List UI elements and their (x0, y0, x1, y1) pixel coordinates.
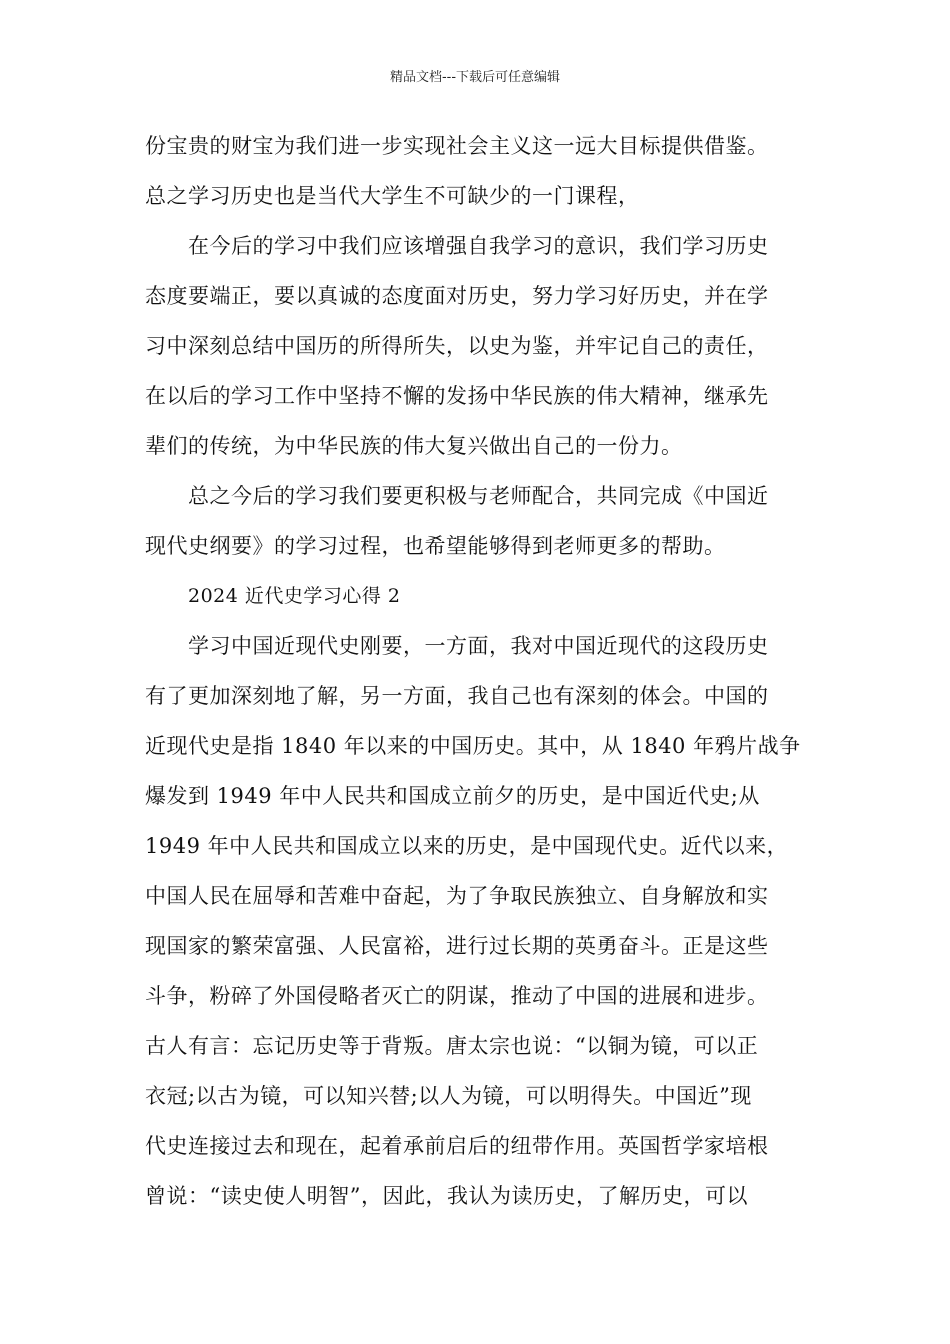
text-line: 习中深刻总结中国历的所得所失，以史为鉴，并牢记自己的责任， (145, 334, 769, 358)
text-line: 份宝贵的财宝为我们进一步实现社会主义这一远大目标提供借鉴。 (145, 134, 769, 158)
page-header: 精品文档---下载后可任意编辑 (389, 70, 561, 85)
section-heading: 2024 近代史学习心得 2 (188, 585, 401, 607)
text-line: 近现代史是指 1840 年以来的中国历史。其中，从 1840 年鸦片战争 (145, 734, 801, 758)
paragraph-start-line: 学习中国近现代史刚要，一方面，我对中国近现代的这段历史 (188, 634, 769, 658)
paragraph-start-line: 总之今后的学习我们要更积极与老师配合，共同完成《中国近 (188, 484, 769, 508)
text-line: 在以后的学习工作中坚持不懈的发扬中华民族的伟大精神，继承先 (145, 384, 769, 408)
text-line: 辈们的传统，为中华民族的伟大复兴做出自己的一份力。 (145, 434, 683, 458)
text-line: 代史连接过去和现在，起着承前启后的纽带作用。英国哲学家培根 (145, 1134, 769, 1158)
paragraph-start-line: 在今后的学习中我们应该增强自我学习的意识，我们学习历史 (188, 234, 769, 258)
text-line: 衣冠;以古为镜，可以知兴替;以人为镜，可以明得失。中国近”现 (145, 1084, 752, 1108)
text-line: 曾说：“读史使人明智”，因此，我认为读历史，了解历史，可以 (145, 1184, 748, 1208)
text-line: 总之学习历史也是当代大学生不可缺少的一门课程， (145, 184, 640, 208)
text-line: 1949 年中人民共和国成立以来的历史，是中国现代史。近代以来， (145, 834, 789, 858)
text-line: 有了更加深刻地了解，另一方面，我自己也有深刻的体会。中国的 (145, 684, 769, 708)
text-line: 现国家的繁荣富强、人民富裕，进行过长期的英勇奋斗。正是这些 (145, 934, 769, 958)
text-line: 中国人民在屈辱和苦难中奋起，为了争取民族独立、自身解放和实 (145, 884, 769, 908)
text-line: 古人有言：忘记历史等于背叛。唐太宗也说：“以铜为镜，可以正 (145, 1034, 759, 1058)
text-line: 态度要端正，要以真诚的态度面对历史，努力学习好历史，并在学 (145, 284, 769, 308)
text-line: 现代史纲要》的学习过程，也希望能够得到老师更多的帮助。 (145, 534, 726, 558)
text-line: 斗争，粉碎了外国侵略者灭亡的阴谋，推动了中国的进展和进步。 (145, 984, 769, 1008)
text-line: 爆发到 1949 年中人民共和国成立前夕的历史，是中国近代史;从 (145, 784, 760, 808)
document-body (145, 126, 810, 1226)
